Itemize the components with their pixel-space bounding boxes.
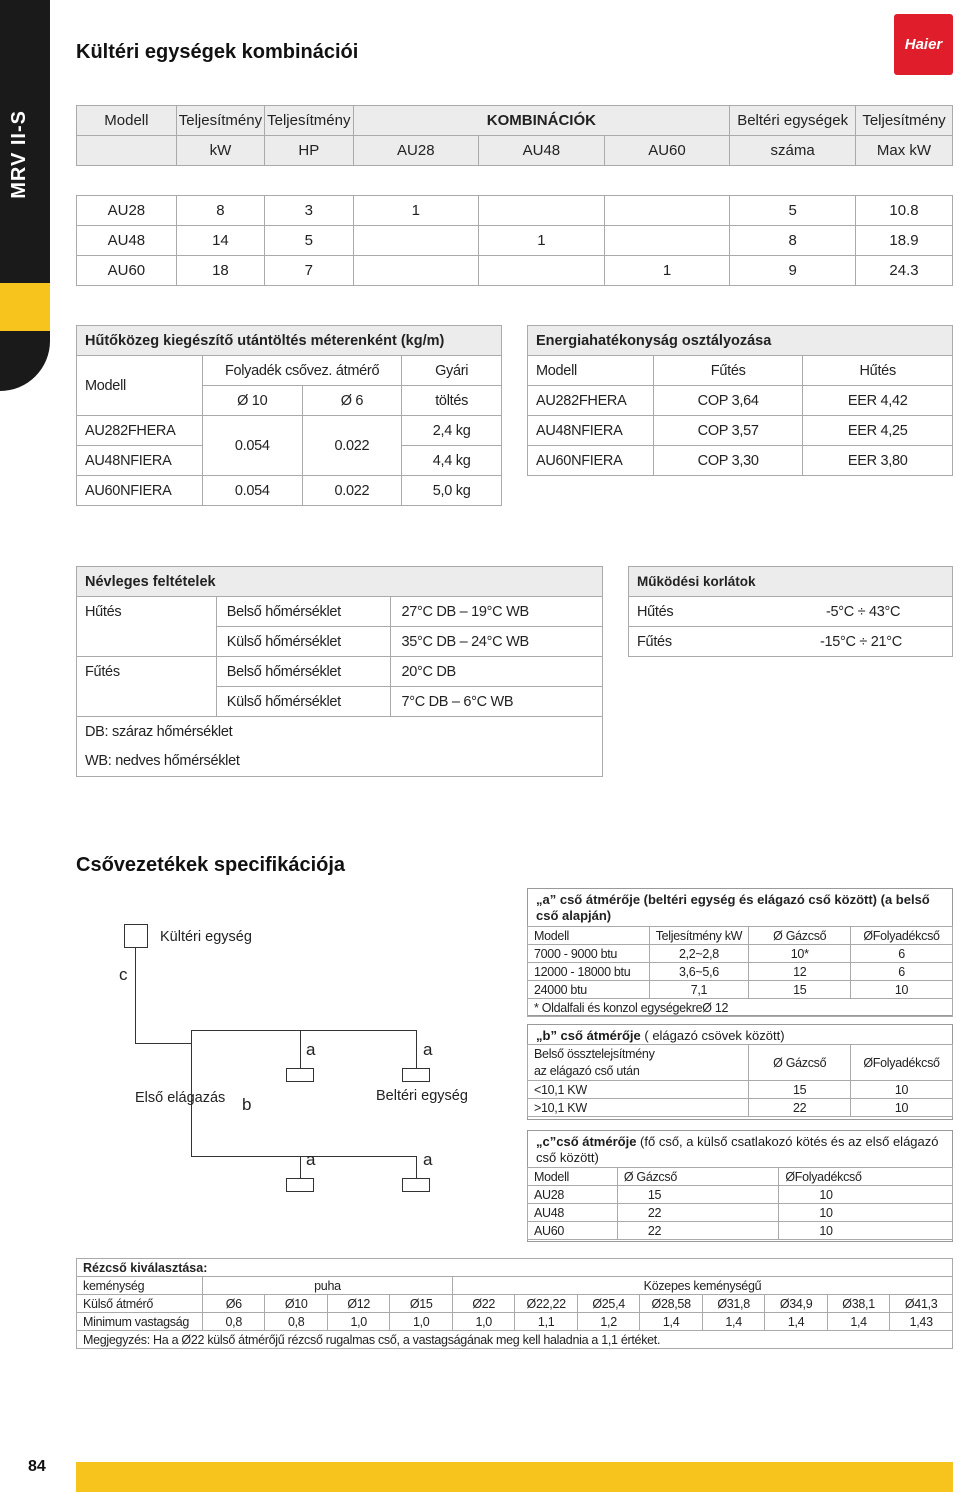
spec-a-note: * Oldalfali és konzol egységekreØ 12	[528, 999, 953, 1017]
cell: Ø28,58	[640, 1295, 702, 1313]
cell: AU48	[77, 226, 177, 256]
cell: 3	[265, 196, 353, 226]
factory-charge-header-2: töltés	[402, 386, 502, 416]
table-row	[528, 963, 953, 981]
table-row	[77, 687, 603, 717]
table-row	[77, 416, 502, 446]
cell: 10	[779, 1204, 953, 1222]
header-cell	[77, 136, 177, 166]
cell: AU48NFIERA	[77, 446, 203, 476]
cell: 10	[851, 1081, 953, 1099]
cell: 12	[749, 963, 851, 981]
header-cell: Beltéri egységek	[730, 106, 856, 136]
pipe-a-label: a	[306, 1150, 316, 1169]
cell: 0.022	[302, 416, 402, 476]
upper-branch-line	[191, 1030, 416, 1031]
spec-c-title-bold: „c”cső átmérője	[536, 1134, 637, 1149]
cell: 8	[176, 196, 264, 226]
piping-section-title: Csővezetékek specifikációja	[76, 854, 346, 876]
header-cell: Teljesítmény	[176, 106, 264, 136]
table-row	[77, 627, 603, 657]
spec-b-title-rest: ( elágazó csövek között)	[640, 1028, 785, 1043]
cell: 2,4 kg	[402, 416, 502, 446]
cell	[604, 226, 730, 256]
cell: 0.022	[302, 476, 402, 506]
header-cell: Ø Gázcső	[749, 1045, 851, 1081]
cell: >10,1 KW	[528, 1099, 749, 1117]
header-cell: AU48	[479, 136, 605, 166]
nominal-title: Névleges feltételek	[77, 567, 603, 597]
footer-accent-bar	[76, 1462, 953, 1492]
lower-branch-line	[191, 1156, 416, 1157]
cell: 10	[779, 1222, 953, 1240]
cell: 7000 - 9000 btu	[528, 945, 650, 963]
cell: 5	[730, 196, 856, 226]
cell: 15	[749, 981, 851, 999]
header-cell: Fűtés	[653, 356, 803, 386]
cell	[604, 196, 730, 226]
header-cell: Max kW	[856, 136, 953, 166]
note-db: DB: száraz hőmérséklet	[77, 717, 603, 747]
cell: -15°C ÷ 21°C	[788, 627, 953, 657]
page-number: 84	[28, 1458, 46, 1475]
cell: 18.9	[856, 226, 953, 256]
cell: 7,1	[649, 981, 749, 999]
cell: AU28	[77, 196, 177, 226]
table-row	[77, 597, 603, 627]
spec-b-table	[527, 1044, 953, 1117]
cell: Belső hőmérséklet	[216, 597, 391, 627]
cell: AU60NFIERA	[528, 446, 654, 476]
copper-note: Megjegyzés: Ha a Ø22 külső átmérőjű rézcső rugalmas cső, a vastagságának meg kell haladnia a 1,1 értéket.	[77, 1331, 953, 1349]
header-cell: ØFolyadékcső	[851, 927, 953, 945]
cell: AU60	[528, 1222, 618, 1240]
cell: Ø41,3	[890, 1295, 953, 1313]
factory-charge-header: Gyári	[402, 356, 502, 386]
cell: Közepes keménységű	[452, 1277, 952, 1295]
cell: Ø22	[452, 1295, 514, 1313]
outdoor-unit-box	[124, 924, 148, 948]
spec-c-table	[527, 1167, 953, 1240]
pipe-c-horizontal	[135, 1043, 191, 1044]
cell: Fűtés	[77, 657, 217, 687]
model-header: Modell	[77, 356, 203, 416]
cell: AU48NFIERA	[528, 416, 654, 446]
pipe-a-label: a	[423, 1150, 433, 1169]
header-cell: száma	[730, 136, 856, 166]
energy-title-row	[528, 326, 953, 356]
note-wb: WB: nedves hőmérséklet	[77, 747, 603, 777]
combination-header-row-2	[77, 136, 953, 166]
table-row	[77, 747, 603, 777]
nominal-title-row	[77, 567, 603, 597]
table-row	[77, 226, 953, 256]
cell: keménység	[77, 1277, 203, 1295]
header-cell: HP	[265, 136, 353, 166]
table-row	[528, 386, 953, 416]
energy-efficiency-table	[527, 325, 953, 476]
spec-b-col1-line2: az elágazó cső után	[534, 1063, 640, 1078]
limits-title: Működési korlátok	[629, 567, 953, 597]
table-row	[77, 196, 953, 226]
pipe-a-line-4	[416, 1156, 417, 1180]
pipe-b-label: b	[242, 1095, 252, 1114]
d6-header: Ø 6	[302, 386, 402, 416]
cell: 14	[176, 226, 264, 256]
cell	[479, 196, 605, 226]
header-cell: Teljesítmény	[265, 106, 353, 136]
cell: Ø15	[390, 1295, 452, 1313]
cell: 1	[353, 196, 479, 226]
table-row	[77, 356, 502, 386]
copper-title: Rézcső kiválasztása:	[77, 1259, 953, 1277]
cell: 0,8	[203, 1313, 265, 1331]
limits-title-row	[629, 567, 953, 597]
cell: 1	[479, 226, 605, 256]
table-row	[77, 1331, 953, 1349]
cell: 0,8	[265, 1313, 327, 1331]
pipe-a-line-2	[416, 1030, 417, 1070]
cell: Ø12	[327, 1295, 389, 1313]
spec-b-title	[528, 1025, 952, 1044]
cell: COP 3,30	[653, 446, 803, 476]
cell: -5°C ÷ 43°C	[788, 597, 953, 627]
d10-header: Ø 10	[202, 386, 302, 416]
table-row	[528, 416, 953, 446]
combination-table	[76, 105, 953, 286]
cell: Minimum vastagság	[77, 1313, 203, 1331]
cell: AU282FHERA	[77, 416, 203, 446]
cell: 27°C DB – 19°C WB	[391, 597, 603, 627]
table-row	[528, 356, 953, 386]
header-cell: Ø Gázcső	[617, 1168, 779, 1186]
cell: 10	[779, 1186, 953, 1204]
cell: 10.8	[856, 196, 953, 226]
table-row	[77, 657, 603, 687]
cell: Hűtés	[629, 597, 788, 627]
pipe-a-line-1	[300, 1030, 301, 1070]
cell: Fűtés	[629, 627, 788, 657]
cell: 1,4	[640, 1313, 702, 1331]
cell	[353, 226, 479, 256]
pipe-a-label: a	[306, 1040, 316, 1059]
cell: Ø25,4	[577, 1295, 639, 1313]
cell: 5	[265, 226, 353, 256]
copper-pipe-table	[76, 1258, 953, 1349]
indoor-unit-box	[286, 1178, 314, 1192]
pipe-diameter-header: Folyadék csővez. átmérő	[202, 356, 401, 386]
cell: Ø10	[265, 1295, 327, 1313]
table-row	[528, 981, 953, 999]
cell: 22	[749, 1099, 851, 1117]
cell: 1	[604, 256, 730, 286]
table-row	[629, 627, 953, 657]
cell: EER 4,25	[803, 416, 953, 446]
cell: Ø31,8	[702, 1295, 764, 1313]
spec-b-title-bold: „b” cső átmérője	[536, 1028, 641, 1043]
haier-logo: Haier	[894, 14, 953, 75]
header-cell: AU60	[604, 136, 730, 166]
header-cell: Modell	[528, 927, 650, 945]
cell: puha	[203, 1277, 453, 1295]
cell	[353, 256, 479, 286]
cell: Ø38,1	[827, 1295, 889, 1313]
refrigerant-title-row	[77, 326, 502, 356]
table-row	[528, 1186, 953, 1204]
cell: 1,2	[577, 1313, 639, 1331]
table-row	[528, 927, 953, 945]
indoor-unit-box	[402, 1068, 430, 1082]
cell: AU60NFIERA	[77, 476, 203, 506]
cell: 5,0 kg	[402, 476, 502, 506]
cell	[77, 627, 217, 657]
cell: 7	[265, 256, 353, 286]
cell: 3,6~5,6	[649, 963, 749, 981]
cell: 10*	[749, 945, 851, 963]
table-row	[528, 1204, 953, 1222]
pipe-a-line-3	[300, 1156, 301, 1180]
cell: 1,0	[327, 1313, 389, 1331]
header-cell: Teljesítmény	[856, 106, 953, 136]
side-tab	[0, 0, 50, 390]
pipe-c-label: c	[119, 965, 128, 984]
spec-a-title: „a” cső átmérője (beltéri egység és elágazó cső között) (a belső cső alapján)	[536, 892, 930, 923]
cell: 1,0	[452, 1313, 514, 1331]
cell	[77, 687, 217, 717]
cell: 1,1	[515, 1313, 577, 1331]
cell: EER 3,80	[803, 446, 953, 476]
combination-header-row-1	[77, 106, 953, 136]
cell: <10,1 KW	[528, 1081, 749, 1099]
cell: 4,4 kg	[402, 446, 502, 476]
spec-b-col1-line1: Belső össztelejsítmény	[534, 1046, 655, 1061]
indoor-unit-box	[402, 1178, 430, 1192]
header-cell: Ø Gázcső	[749, 927, 851, 945]
operating-limits-table	[628, 566, 953, 657]
cell: 10	[851, 981, 953, 999]
cell: 1,43	[890, 1313, 953, 1331]
indoor-unit-label: Beltéri egység	[376, 1088, 468, 1104]
cell: 6	[851, 945, 953, 963]
cell: 0.054	[202, 416, 302, 476]
header-cell: ØFolyadékcső	[779, 1168, 953, 1186]
header-cell	[528, 1045, 749, 1081]
cell: 10	[851, 1099, 953, 1117]
spec-c-title	[528, 1131, 952, 1166]
header-cell: AU28	[353, 136, 479, 166]
cell: Külső átmérő	[77, 1295, 203, 1313]
header-cell: KOMBINÁCIÓK	[353, 106, 730, 136]
pipe-a-label: a	[423, 1040, 433, 1059]
table-row	[77, 1313, 953, 1331]
cell: Hűtés	[77, 597, 217, 627]
cell: 22	[617, 1222, 779, 1240]
cell: Belső hőmérséklet	[216, 657, 391, 687]
cell: 1,4	[702, 1313, 764, 1331]
cell: Külső hőmérséklet	[216, 627, 391, 657]
cell: 1,4	[827, 1313, 889, 1331]
table-row	[77, 1295, 953, 1313]
table-row	[77, 256, 953, 286]
page-title: Kültéri egységek kombinációi	[76, 41, 359, 63]
cell: Ø22,22	[515, 1295, 577, 1313]
cell: AU60	[77, 256, 177, 286]
table-row	[528, 945, 953, 963]
table-row	[528, 1045, 953, 1081]
cell: EER 4,42	[803, 386, 953, 416]
table-row	[528, 446, 953, 476]
table-row	[77, 1259, 953, 1277]
refrigerant-table	[76, 325, 502, 506]
side-tab-label: MRV II-S	[8, 110, 30, 199]
cell: Ø34,9	[765, 1295, 827, 1313]
header-cell: ØFolyadékcső	[851, 1045, 953, 1081]
cell: Ø6	[203, 1295, 265, 1313]
header-cell: Modell	[528, 356, 654, 386]
cell: 12000 - 18000 btu	[528, 963, 650, 981]
cell: 24000 btu	[528, 981, 650, 999]
nominal-conditions-table	[76, 566, 603, 777]
cell: 24.3	[856, 256, 953, 286]
cell: 8	[730, 226, 856, 256]
cell: 20°C DB	[391, 657, 603, 687]
table-row	[528, 1168, 953, 1186]
cell: 7°C DB – 6°C WB	[391, 687, 603, 717]
cell: 22	[617, 1204, 779, 1222]
cell: Külső hőmérséklet	[216, 687, 391, 717]
header-cell: Modell	[528, 1168, 618, 1186]
pipe-c-line	[135, 948, 136, 1043]
header-cell: kW	[176, 136, 264, 166]
cell: 1,4	[765, 1313, 827, 1331]
table-row	[77, 476, 502, 506]
cell: COP 3,64	[653, 386, 803, 416]
cell: 15	[749, 1081, 851, 1099]
cell: AU28	[528, 1186, 618, 1204]
side-tab-curve	[0, 331, 50, 391]
outdoor-unit-label: Kültéri egység	[160, 929, 252, 945]
table-row	[528, 1099, 953, 1117]
table-row	[77, 1277, 953, 1295]
header-cell: Hűtés	[803, 356, 953, 386]
cell: AU48	[528, 1204, 618, 1222]
header-cell: Teljesítmény kW	[649, 927, 749, 945]
spec-c-title-rest: (fő cső, a külső csatlakozó kötés és az első elágazó cső között)	[536, 1134, 939, 1165]
table-row	[528, 999, 953, 1017]
table-row	[77, 717, 603, 747]
cell: 9	[730, 256, 856, 286]
cell: 18	[176, 256, 264, 286]
cell: COP 3,57	[653, 416, 803, 446]
cell: 1,0	[390, 1313, 452, 1331]
spec-a-table	[527, 926, 953, 1017]
indoor-unit-box	[286, 1068, 314, 1082]
table-row	[629, 597, 953, 627]
side-tab-yellow-band	[0, 283, 50, 331]
refrigerant-title: Hűtőközeg kiegészítő utántöltés méterenként (kg/m)	[77, 326, 502, 356]
energy-title: Energiahatékonyság osztályozása	[528, 326, 953, 356]
header-cell: Modell	[77, 106, 177, 136]
spacer-row	[77, 166, 953, 196]
cell: AU282FHERA	[528, 386, 654, 416]
table-row	[528, 1222, 953, 1240]
table-row	[528, 1081, 953, 1099]
cell: 35°C DB – 24°C WB	[391, 627, 603, 657]
cell: 0.054	[202, 476, 302, 506]
cell: 2,2~2,8	[649, 945, 749, 963]
spacer-cell	[77, 166, 953, 196]
cell: 6	[851, 963, 953, 981]
cell: 15	[617, 1186, 779, 1204]
cell	[479, 256, 605, 286]
first-branch-label: Első elágazás	[135, 1090, 226, 1106]
